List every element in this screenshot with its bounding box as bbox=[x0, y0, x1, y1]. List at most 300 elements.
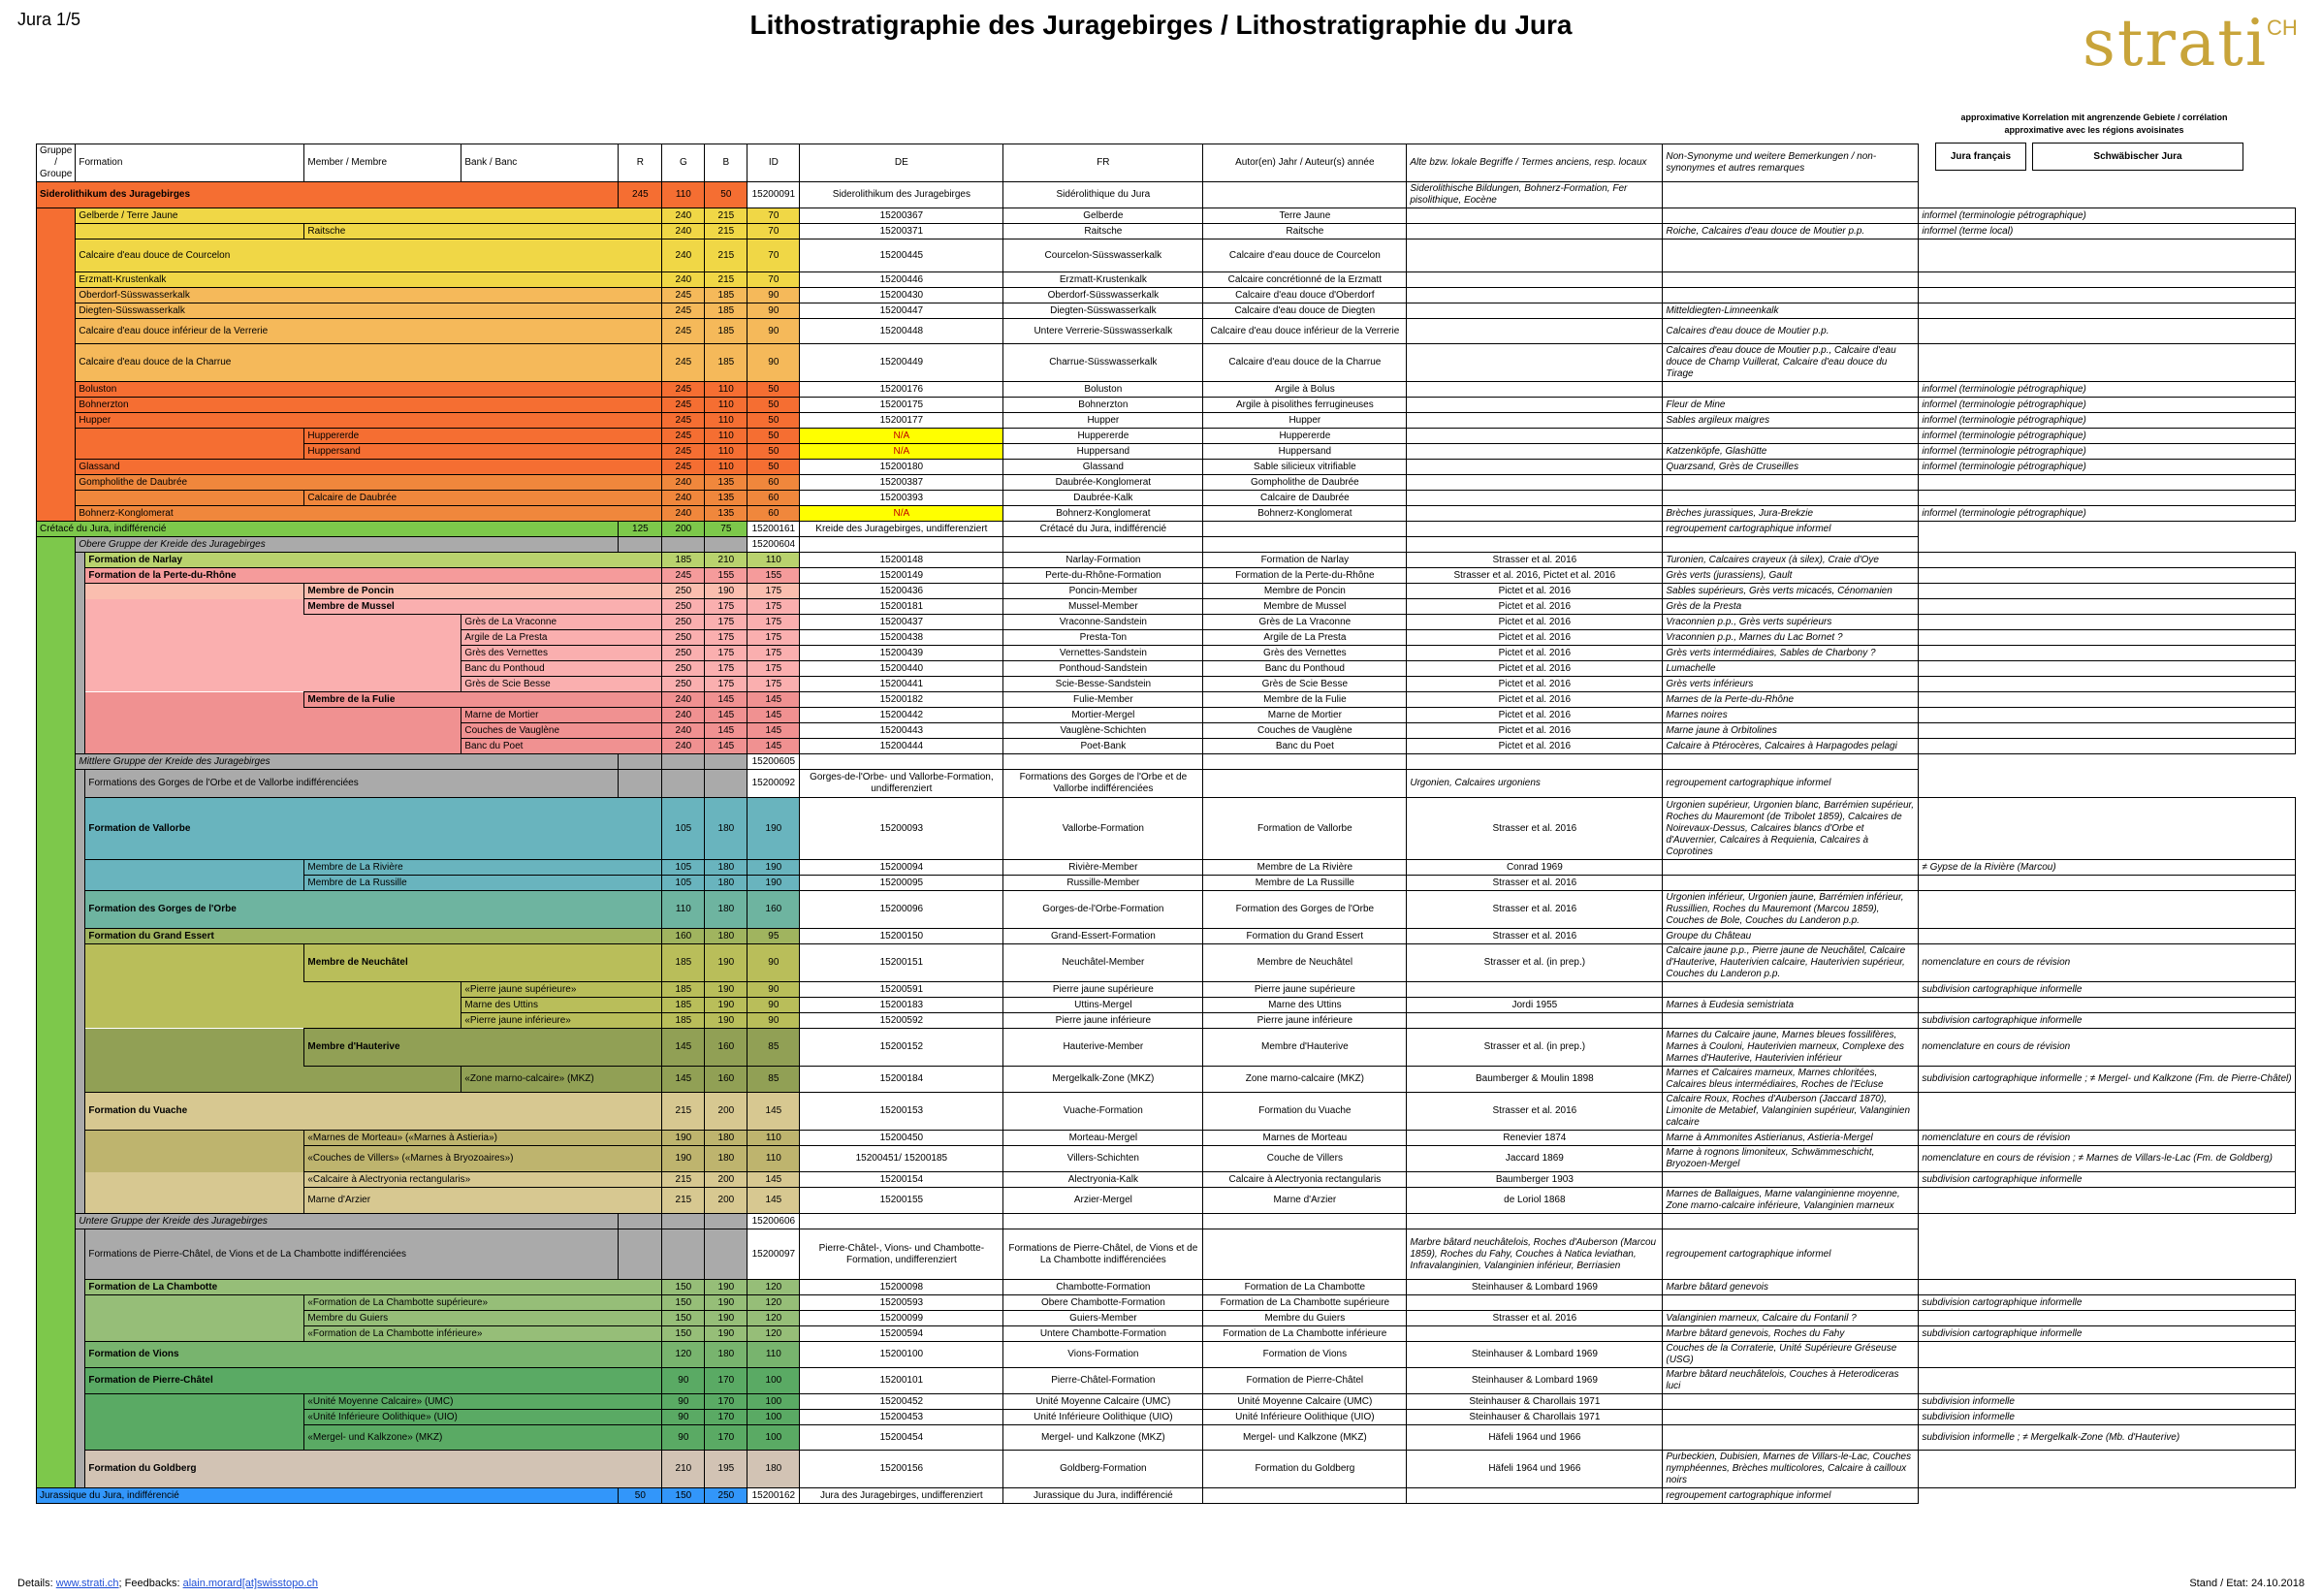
remarks-cell bbox=[1663, 1214, 1919, 1229]
table-row bbox=[37, 460, 2296, 475]
fr-name-cell: Zone marno-calcaire (MKZ) bbox=[1203, 1067, 1407, 1093]
fr-name-cell: Banc du Ponthoud bbox=[1203, 661, 1407, 677]
fr-name-cell: Formation de Pierre-Châtel bbox=[1203, 1368, 1407, 1394]
rgb-g-cell: 110 bbox=[705, 429, 747, 444]
rgb-b-cell: 70 bbox=[747, 224, 800, 239]
old-terms-cell: Marbre bâtard genevois bbox=[1663, 1280, 1919, 1295]
rgb-r-cell: 90 bbox=[662, 1410, 705, 1425]
subgroup-color-cell bbox=[76, 1342, 85, 1368]
rgb-r-cell: 190 bbox=[662, 1146, 705, 1172]
remarks-cell: informel (terminologie pétrographique) bbox=[1919, 382, 2295, 398]
rgb-g-cell: 190 bbox=[705, 998, 747, 1013]
fr-name-cell: Membre d'Hauterive bbox=[1203, 1029, 1407, 1067]
rgb-b-cell: 95 bbox=[747, 929, 800, 944]
group-color-cell bbox=[37, 1172, 76, 1188]
author-cell: Strasser et al. 2016 bbox=[1407, 798, 1663, 860]
indent-cell bbox=[85, 661, 461, 677]
fr-name-cell: Membre de Poncin bbox=[1203, 584, 1407, 599]
table-row bbox=[37, 982, 2296, 998]
old-terms-cell bbox=[1663, 982, 1919, 998]
de-name-cell: Huppersand bbox=[1003, 444, 1203, 460]
id-cell: 15200184 bbox=[800, 1067, 1003, 1093]
rgb-r-cell: 185 bbox=[662, 553, 705, 568]
remarks-cell bbox=[1919, 1311, 2295, 1326]
indent-cell bbox=[85, 1146, 304, 1172]
rgb-r-cell: 105 bbox=[662, 876, 705, 891]
old-terms-cell: Valanginien marneux, Calcaire du Fontanil ? bbox=[1663, 1311, 1919, 1326]
remarks-cell: subdivision cartographique informelle bbox=[1919, 1013, 2295, 1029]
rgb-g-cell: 175 bbox=[705, 661, 747, 677]
author-cell: Strasser et al. 2016 bbox=[1407, 891, 1663, 929]
id-cell: 15200099 bbox=[800, 1311, 1003, 1326]
id-cell: 15200156 bbox=[800, 1451, 1003, 1488]
remarks-cell bbox=[1663, 537, 1919, 553]
rgb-r-cell: 245 bbox=[662, 568, 705, 584]
author-cell: Jordi 1955 bbox=[1407, 998, 1663, 1013]
indent-cell bbox=[85, 1295, 304, 1311]
rgb-r-cell: 240 bbox=[662, 708, 705, 723]
subgroup-color-cell bbox=[76, 1410, 85, 1425]
unit-name: Banc du Poet bbox=[461, 739, 662, 754]
group-color-cell bbox=[37, 584, 76, 599]
group-color-cell bbox=[37, 1410, 76, 1425]
remarks-cell bbox=[1919, 475, 2295, 491]
group-color-cell bbox=[37, 1029, 76, 1067]
author-cell: Pictet et al. 2016 bbox=[1407, 584, 1663, 599]
feedback-email-link[interactable]: alain.morard[at]swisstopo.ch bbox=[182, 1578, 318, 1589]
id-cell: 15200448 bbox=[800, 319, 1003, 344]
rgb-g-cell: 170 bbox=[705, 1394, 747, 1410]
fr-name-cell: Huppersand bbox=[1203, 444, 1407, 460]
rgb-g-cell bbox=[662, 754, 705, 770]
rgb-r-cell bbox=[619, 770, 662, 798]
fr-name-cell: Calcaire d'eau douce d'Oberdorf bbox=[1203, 288, 1407, 303]
rgb-b-cell: 175 bbox=[747, 615, 800, 630]
remarks-cell bbox=[1919, 288, 2295, 303]
table-row bbox=[37, 599, 2296, 615]
fr-name-cell: Calcaire d'eau douce de Diegten bbox=[1203, 303, 1407, 319]
rgb-g-cell: 190 bbox=[705, 982, 747, 998]
unit-name: Grès de Scie Besse bbox=[461, 677, 662, 692]
rgb-g-cell: 135 bbox=[705, 506, 747, 522]
indent-cell bbox=[85, 1394, 304, 1410]
author-cell: Pictet et al. 2016 bbox=[1407, 630, 1663, 646]
unit-name: Bohnerz-Konglomerat bbox=[76, 506, 662, 522]
old-terms-cell bbox=[1407, 537, 1663, 553]
stratigraphy-grid bbox=[36, 144, 2296, 1504]
rgb-g-cell: 145 bbox=[705, 708, 747, 723]
fr-name-cell: Unité Inférieure Oolithique (UIO) bbox=[1203, 1410, 1407, 1425]
fr-name-cell: Terre Jaune bbox=[1203, 208, 1407, 224]
rgb-r-cell: 110 bbox=[662, 891, 705, 929]
fr-name-cell: Banc du Poet bbox=[1203, 739, 1407, 754]
remarks-cell bbox=[1919, 615, 2295, 630]
table-row bbox=[37, 429, 2296, 444]
author-cell: Pictet et al. 2016 bbox=[1407, 692, 1663, 708]
id-cell: 15200592 bbox=[800, 1013, 1003, 1029]
fr-name-cell bbox=[1003, 754, 1203, 770]
table-header-row bbox=[37, 144, 2296, 182]
rgb-g-cell: 185 bbox=[705, 319, 747, 344]
de-name-cell: Daubrée-Konglomerat bbox=[1003, 475, 1203, 491]
de-name-cell: Pierre jaune inférieure bbox=[1003, 1013, 1203, 1029]
table-row bbox=[37, 1368, 2296, 1394]
indent-cell bbox=[85, 860, 304, 876]
unit-name: «Pierre jaune inférieure» bbox=[461, 1013, 662, 1029]
id-cell: 15200606 bbox=[747, 1214, 800, 1229]
fr-name-cell: Marne d'Arzier bbox=[1203, 1188, 1407, 1214]
unit-name: Calcaire d'eau douce de la Charrue bbox=[76, 344, 662, 382]
author-cell: Pictet et al. 2016 bbox=[1407, 646, 1663, 661]
author-cell: Strasser et al. 2016, Pictet et al. 2016 bbox=[1407, 568, 1663, 584]
group-color-cell bbox=[37, 303, 76, 319]
old-terms-cell: Marnes du Calcaire jaune, Marnes bleues fossilifères, Marnes à Couloni, Hauterivien marneux, Complexe des Marnes d'Hauterive, Hauterivien inférieur bbox=[1663, 1029, 1919, 1067]
rgb-b-cell: 50 bbox=[705, 182, 747, 208]
rgb-r-cell: 245 bbox=[662, 288, 705, 303]
rgb-r-cell: 90 bbox=[662, 1368, 705, 1394]
id-cell: 15200440 bbox=[800, 661, 1003, 677]
fr-name-cell: Formation de Vallorbe bbox=[1203, 798, 1407, 860]
old-terms-cell bbox=[1663, 272, 1919, 288]
old-terms-cell bbox=[1407, 1214, 1663, 1229]
remarks-cell: nomenclature en cours de révision bbox=[1919, 1131, 2295, 1146]
de-name-cell: Vraconne-Sandstein bbox=[1003, 615, 1203, 630]
id-cell: 15200605 bbox=[747, 754, 800, 770]
rgb-b-cell: 120 bbox=[747, 1280, 800, 1295]
group-color-cell bbox=[37, 630, 76, 646]
id-cell: 15200451/ 15200185 bbox=[800, 1146, 1003, 1172]
old-terms-cell bbox=[1663, 288, 1919, 303]
de-name-cell: Mergel- und Kalkzone (MKZ) bbox=[1003, 1425, 1203, 1451]
author-cell bbox=[1203, 1229, 1407, 1280]
rgb-r-cell: 245 bbox=[662, 429, 705, 444]
unit-name: «Formation de La Chambotte inférieure» bbox=[304, 1326, 662, 1342]
id-cell: 15200096 bbox=[800, 891, 1003, 929]
fr-name-cell: Formations des Gorges de l'Orbe et de Vallorbe indifférenciées bbox=[1003, 770, 1203, 798]
table-row bbox=[37, 506, 2296, 522]
website-link[interactable]: www.strati.ch bbox=[55, 1578, 119, 1589]
author-cell bbox=[1203, 1214, 1407, 1229]
author-cell bbox=[1203, 537, 1407, 553]
group-color-cell bbox=[37, 491, 76, 506]
rgb-r-cell: 245 bbox=[662, 460, 705, 475]
rgb-b-cell: 60 bbox=[747, 491, 800, 506]
rgb-b-cell: 100 bbox=[747, 1425, 800, 1451]
subgroup-color-cell bbox=[76, 1394, 85, 1410]
rgb-b-cell: 60 bbox=[747, 475, 800, 491]
rgb-g-cell: 215 bbox=[705, 239, 747, 272]
de-name-cell: Unité Moyenne Calcaire (UMC) bbox=[1003, 1394, 1203, 1410]
rgb-g-cell: 110 bbox=[705, 382, 747, 398]
author-cell: Jaccard 1869 bbox=[1407, 1146, 1663, 1172]
rgb-r-cell: 250 bbox=[662, 646, 705, 661]
fr-name-cell: Calcaire à Alectryonia rectangularis bbox=[1203, 1172, 1407, 1188]
fr-name-cell: Marne de Mortier bbox=[1203, 708, 1407, 723]
rgb-g-cell: 180 bbox=[705, 891, 747, 929]
rgb-b-cell: 100 bbox=[747, 1410, 800, 1425]
group-name: Obere Gruppe der Kreide des Juragebirges bbox=[76, 537, 619, 553]
de-name-cell: Fulie-Member bbox=[1003, 692, 1203, 708]
id-cell: 15200154 bbox=[800, 1172, 1003, 1188]
group-color-cell bbox=[37, 876, 76, 891]
header-remarks: Non-Synonyme und weitere Bemerkungen / non-synonymes et autres remarques bbox=[1663, 144, 1919, 182]
author-cell bbox=[1407, 460, 1663, 475]
remarks-cell bbox=[1919, 1342, 2295, 1368]
unit-name: Formation du Vuache bbox=[85, 1093, 662, 1131]
indent-cell bbox=[85, 1311, 304, 1326]
group-color-cell bbox=[37, 239, 76, 272]
indent-cell bbox=[85, 1013, 461, 1029]
rgb-b-cell: 90 bbox=[747, 344, 800, 382]
rgb-b-cell: 175 bbox=[747, 599, 800, 615]
de-name-cell: Kreide des Juragebirges, undifferenziert bbox=[800, 522, 1003, 537]
author-cell bbox=[1407, 1326, 1663, 1342]
rgb-r-cell: 145 bbox=[662, 1067, 705, 1093]
fr-name-cell: Membre de La Rivière bbox=[1203, 860, 1407, 876]
unit-name: Grès de La Vraconne bbox=[461, 615, 662, 630]
rgb-g-cell: 200 bbox=[705, 1188, 747, 1214]
rgb-g-cell: 180 bbox=[705, 929, 747, 944]
indent-cell bbox=[85, 982, 461, 998]
rgb-b-cell: 90 bbox=[747, 288, 800, 303]
fr-name-cell: Formation du Grand Essert bbox=[1203, 929, 1407, 944]
unit-name: Banc du Ponthoud bbox=[461, 661, 662, 677]
rgb-r-cell: 245 bbox=[662, 413, 705, 429]
unit-name: Glassand bbox=[76, 460, 662, 475]
group-color-cell bbox=[37, 1280, 76, 1295]
indent-cell bbox=[85, 1410, 304, 1425]
unit-name: Marne de Mortier bbox=[461, 708, 662, 723]
subgroup-color-cell bbox=[76, 944, 85, 982]
page-label: Jura 1/5 bbox=[17, 10, 81, 29]
id-cell: 15200445 bbox=[800, 239, 1003, 272]
old-terms-cell: Lumachelle bbox=[1663, 661, 1919, 677]
indent-cell bbox=[85, 1172, 304, 1188]
id-cell: 15200176 bbox=[800, 382, 1003, 398]
fr-name-cell: Formation du Vuache bbox=[1203, 1093, 1407, 1131]
de-name-cell bbox=[800, 1214, 1003, 1229]
author-cell: Strasser et al. (in prep.) bbox=[1407, 944, 1663, 982]
rgb-r-cell: 125 bbox=[619, 522, 662, 537]
id-cell: 15200453 bbox=[800, 1410, 1003, 1425]
rgb-r-cell: 120 bbox=[662, 1342, 705, 1368]
id-cell: 15200177 bbox=[800, 413, 1003, 429]
rgb-r-cell: 90 bbox=[662, 1394, 705, 1410]
old-terms-cell: Calcaire Roux, Roches d'Auberson (Jaccard 1870), Limonite de Metabief, Valanginien supérieur, Valanginien calcaire bbox=[1663, 1093, 1919, 1131]
rgb-r-cell: 145 bbox=[662, 1029, 705, 1067]
indent-cell bbox=[85, 944, 304, 982]
header-de: DE bbox=[800, 144, 1003, 182]
de-name-cell: Poet-Bank bbox=[1003, 739, 1203, 754]
rgb-g-cell: 190 bbox=[705, 1280, 747, 1295]
de-name-cell bbox=[800, 537, 1003, 553]
id-cell: 15200444 bbox=[800, 739, 1003, 754]
de-name-cell: Courcelon-Süsswasserkalk bbox=[1003, 239, 1203, 272]
author-cell: Pictet et al. 2016 bbox=[1407, 723, 1663, 739]
remarks-cell bbox=[1919, 739, 2295, 754]
old-terms-cell: Marne à rognons limoniteux, Schwämmeschicht, Bryozoen-Mergel bbox=[1663, 1146, 1919, 1172]
table-row bbox=[37, 646, 2296, 661]
unit-name: «Zone marno-calcaire» (MKZ) bbox=[461, 1067, 662, 1093]
group-color-cell bbox=[37, 537, 76, 553]
rgb-g-cell: 110 bbox=[705, 413, 747, 429]
rgb-r-cell: 240 bbox=[662, 692, 705, 708]
rgb-r-cell: 250 bbox=[662, 615, 705, 630]
rgb-b-cell: 110 bbox=[747, 1146, 800, 1172]
rgb-r-cell: 250 bbox=[662, 677, 705, 692]
remarks-cell bbox=[1919, 239, 2295, 272]
unit-name: Formations des Gorges de l'Orbe et de Vallorbe indifférenciées bbox=[85, 770, 619, 798]
rgb-b-cell: 60 bbox=[747, 506, 800, 522]
de-name-cell: Boluston bbox=[1003, 382, 1203, 398]
indent-cell bbox=[85, 739, 461, 754]
group-color-cell bbox=[37, 1425, 76, 1451]
de-name-cell: Villers-Schichten bbox=[1003, 1146, 1203, 1172]
table-row bbox=[37, 770, 2296, 798]
old-terms-cell bbox=[1663, 1172, 1919, 1188]
id-cell: 15200094 bbox=[800, 860, 1003, 876]
rgb-r-cell: 240 bbox=[662, 239, 705, 272]
fr-name-cell: Jurassique du Jura, indifférencié bbox=[1003, 1488, 1203, 1504]
unit-name: Formations de Pierre-Châtel, de Vions et de La Chambotte indifférenciées bbox=[85, 1229, 619, 1280]
fr-name-cell: Marnes de Morteau bbox=[1203, 1131, 1407, 1146]
de-name-cell: Charrue-Süsswasserkalk bbox=[1003, 344, 1203, 382]
indent-cell bbox=[85, 1425, 304, 1451]
de-name-cell: Mortier-Mergel bbox=[1003, 708, 1203, 723]
old-terms-cell: Siderolithische Bildungen, Bohnerz-Formation, Fer pisolithique, Eocène bbox=[1407, 182, 1663, 208]
table-row bbox=[37, 1093, 2296, 1131]
rgb-b-cell: 100 bbox=[747, 1368, 800, 1394]
remarks-cell bbox=[1919, 929, 2295, 944]
remarks-cell bbox=[1919, 998, 2295, 1013]
table-row bbox=[37, 630, 2296, 646]
author-cell: Renevier 1874 bbox=[1407, 1131, 1663, 1146]
author-cell: Strasser et al. 2016 bbox=[1407, 1311, 1663, 1326]
unit-name: Hupper bbox=[76, 413, 662, 429]
unit-name: Oberdorf-Süsswasserkalk bbox=[76, 288, 662, 303]
group-color-cell bbox=[37, 288, 76, 303]
remarks-cell bbox=[1919, 1368, 2295, 1394]
indent-cell bbox=[85, 998, 461, 1013]
rgb-r-cell: 240 bbox=[662, 506, 705, 522]
rgb-r-cell: 215 bbox=[662, 1172, 705, 1188]
remarks-cell: nomenclature en cours de révision ; ≠ Marnes de Villars-le-Lac (Fm. de Goldberg) bbox=[1919, 1146, 2295, 1172]
remarks-cell: informel (terminologie pétrographique) bbox=[1919, 429, 2295, 444]
de-name-cell: Erzmatt-Krustenkalk bbox=[1003, 272, 1203, 288]
old-terms-cell: Grès verts inférieurs bbox=[1663, 677, 1919, 692]
rgb-g-cell: 180 bbox=[705, 860, 747, 876]
page-title: Lithostratigraphie des Juragebirges / Lithostratigraphie du Jura bbox=[749, 10, 1573, 40]
remarks-cell: regroupement cartographique informel bbox=[1663, 770, 1919, 798]
fr-name-cell: Gompholithe de Daubrée bbox=[1203, 475, 1407, 491]
rgb-r-cell bbox=[619, 1229, 662, 1280]
group-color-cell bbox=[37, 998, 76, 1013]
unit-name: Grès des Vernettes bbox=[461, 646, 662, 661]
rgb-g-cell: 190 bbox=[705, 1326, 747, 1342]
table-row bbox=[37, 876, 2296, 891]
author-cell: Strasser et al. 2016 bbox=[1407, 1093, 1663, 1131]
group-color-cell bbox=[37, 460, 76, 475]
fr-name-cell: Unité Moyenne Calcaire (UMC) bbox=[1203, 1394, 1407, 1410]
table-row bbox=[37, 553, 2296, 568]
author-cell bbox=[1407, 982, 1663, 998]
author-cell bbox=[1407, 444, 1663, 460]
rgb-g-cell: 110 bbox=[705, 444, 747, 460]
de-name-cell: Vallorbe-Formation bbox=[1003, 798, 1203, 860]
rgb-b-cell bbox=[705, 537, 747, 553]
remarks-cell bbox=[1919, 303, 2295, 319]
old-terms-cell: Mitteldiegten-Limneenkalk bbox=[1663, 303, 1919, 319]
remarks-cell: subdivision cartographique informelle bbox=[1919, 982, 2295, 998]
subgroup-color-cell bbox=[76, 708, 85, 723]
rgb-b-cell: 110 bbox=[747, 1131, 800, 1146]
de-name-cell: Vernettes-Sandstein bbox=[1003, 646, 1203, 661]
de-name-cell bbox=[800, 754, 1003, 770]
de-name-cell: Bohnerz-Konglomerat bbox=[1003, 506, 1203, 522]
unit-name: Membre de Poncin bbox=[304, 584, 662, 599]
old-terms-cell bbox=[1407, 1488, 1663, 1504]
old-terms-cell bbox=[1663, 491, 1919, 506]
author-cell bbox=[1407, 475, 1663, 491]
old-terms-cell bbox=[1663, 860, 1919, 876]
rgb-b-cell: 70 bbox=[747, 272, 800, 288]
old-terms-cell: Marnes et Calcaires marneux, Marnes chloritées, Calcaires bleus intermédiaires, Roches de l'Ecluse bbox=[1663, 1067, 1919, 1093]
rgb-r-cell: 245 bbox=[662, 382, 705, 398]
id-cell: 15200095 bbox=[800, 876, 1003, 891]
indent-cell bbox=[85, 708, 461, 723]
author-cell: Häfeli 1964 und 1966 bbox=[1407, 1425, 1663, 1451]
old-terms-cell: Marne à Ammonites Astierianus, Astieria-Mergel bbox=[1663, 1131, 1919, 1146]
table-row bbox=[37, 1342, 2296, 1368]
table-row bbox=[37, 303, 2296, 319]
table-row bbox=[37, 615, 2296, 630]
id-cell: 15200155 bbox=[800, 1188, 1003, 1214]
remarks-cell bbox=[1919, 553, 2295, 568]
author-cell: Strasser et al. 2016 bbox=[1407, 553, 1663, 568]
unit-name: Argile de La Presta bbox=[461, 630, 662, 646]
rgb-r-cell bbox=[619, 754, 662, 770]
author-cell bbox=[1407, 303, 1663, 319]
group-color-cell bbox=[37, 1295, 76, 1311]
group-color-cell bbox=[37, 1067, 76, 1093]
fr-name-cell: Argile de La Presta bbox=[1203, 630, 1407, 646]
fr-name-cell: Marne des Uttins bbox=[1203, 998, 1407, 1013]
old-terms-cell: Urgonien supérieur, Urgonien blanc, Barrémien supérieur, Roches du Mauremont (de Tribolet 1859), Calcaires de Noirevaux-Dessus, Calcaires blancs d'Orbe et d'Auvernier, Calcaires à Requienia, Calcaires à Coprotines bbox=[1663, 798, 1919, 860]
author-cell bbox=[1407, 344, 1663, 382]
rgb-b-cell: 120 bbox=[747, 1295, 800, 1311]
group-color-cell bbox=[37, 739, 76, 754]
remarks-cell: subdivision informelle ; ≠ Mergelkalk-Zone (Mb. d'Hauterive) bbox=[1919, 1425, 2295, 1451]
author-cell bbox=[1407, 413, 1663, 429]
rgb-g-cell: 180 bbox=[705, 876, 747, 891]
rgb-g-cell: 215 bbox=[705, 208, 747, 224]
indent-cell bbox=[85, 677, 461, 692]
fr-name-cell: Couches de Vauglène bbox=[1203, 723, 1407, 739]
old-terms-cell: Vraconnien p.p., Grès verts supérieurs bbox=[1663, 615, 1919, 630]
old-terms-cell: Grès verts (jurassiens), Gault bbox=[1663, 568, 1919, 584]
author-cell bbox=[1407, 239, 1663, 272]
subgroup-color-cell bbox=[76, 1451, 85, 1488]
author-cell bbox=[1407, 382, 1663, 398]
rgb-r-cell: 215 bbox=[662, 1188, 705, 1214]
rgb-g-cell: 190 bbox=[705, 944, 747, 982]
group-color-cell bbox=[37, 444, 76, 460]
rgb-r-cell: 240 bbox=[662, 208, 705, 224]
fr-name-cell: Formation de Vions bbox=[1203, 1342, 1407, 1368]
rgb-g-cell: 180 bbox=[705, 1342, 747, 1368]
remarks-cell bbox=[1919, 568, 2295, 584]
old-terms-cell: Fleur de Mine bbox=[1663, 398, 1919, 413]
